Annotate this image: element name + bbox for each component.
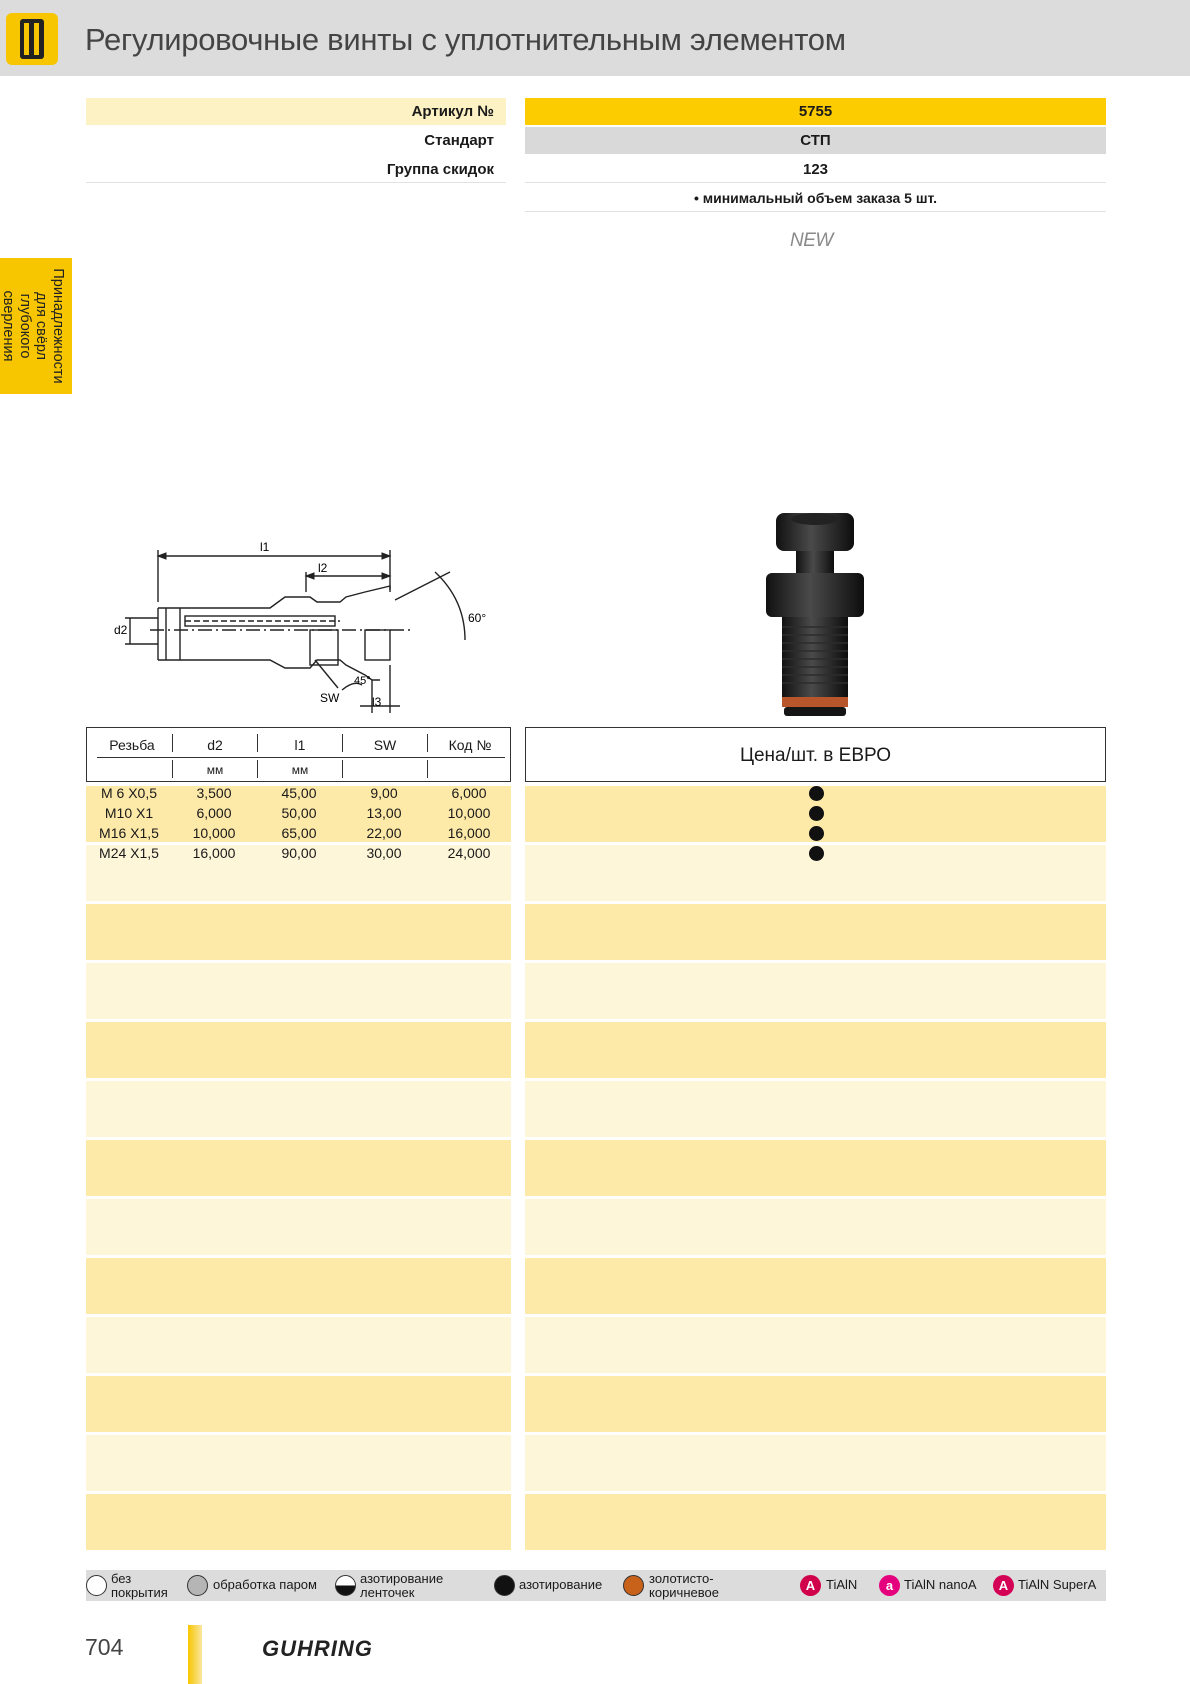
- cell-sw: 13,00: [366, 805, 402, 821]
- cell-sw: 22,00: [366, 825, 402, 841]
- nano-icon: a: [879, 1575, 900, 1596]
- table-band: [86, 1140, 511, 1196]
- table-header: [86, 727, 511, 782]
- label-45: 45°: [354, 675, 371, 687]
- table-row: [86, 843, 511, 863]
- discount-label: Группа скидок: [86, 156, 506, 183]
- cell-d2: 10,000: [192, 825, 236, 841]
- price-band: [525, 1376, 1106, 1432]
- article-label: Артикул №: [86, 98, 506, 125]
- label-sw: SW: [320, 691, 340, 705]
- cell-l1: 90,00: [281, 845, 317, 861]
- price-band: [525, 1258, 1106, 1314]
- price-band: [525, 1435, 1106, 1491]
- coating-legend: [86, 1570, 1106, 1601]
- cell-thread: M24 X1,5: [99, 845, 159, 861]
- cell-d2: 16,000: [192, 845, 236, 861]
- page-title: Регулировочные винты с уплотнительным элементом: [85, 22, 846, 57]
- cell-l1: 65,00: [281, 825, 317, 841]
- standard-label: Стандарт: [424, 132, 494, 149]
- cell-d2: 3,500: [196, 785, 232, 801]
- price-band: [525, 1140, 1106, 1196]
- price-title: Цена/шт. в ЕВРО: [739, 745, 892, 766]
- price-band: [525, 1081, 1106, 1137]
- col-code: Код №: [448, 737, 492, 753]
- tialn-icon: A: [800, 1575, 821, 1596]
- cell-code: 6,000: [451, 785, 487, 801]
- label-d2: d2: [114, 623, 128, 637]
- table-band: [86, 963, 511, 1019]
- price-band: [525, 963, 1106, 1019]
- order-note: • минимальный объем заказа 5 шт.: [525, 185, 1106, 212]
- super-icon: A: [993, 1575, 1014, 1596]
- cell-code: 16,000: [447, 825, 491, 841]
- technical-drawing: [110, 530, 510, 720]
- header-rule: [97, 757, 505, 758]
- table-band: [86, 904, 511, 960]
- legend-nitrided: азотирование: [519, 1577, 603, 1592]
- uncoated-icon: [86, 1575, 107, 1596]
- label-l3: l3: [372, 695, 382, 709]
- cell-code: 24,000: [447, 845, 491, 861]
- price-band: [525, 1022, 1106, 1078]
- table-band: [86, 1022, 511, 1078]
- col-d2: d2: [207, 737, 223, 753]
- nitrided-ribbon-icon: [335, 1575, 356, 1596]
- steam-icon: [187, 1575, 208, 1596]
- price-band: [525, 1199, 1106, 1255]
- price-band: [525, 904, 1106, 960]
- cell-thread: M10 X1: [104, 805, 154, 821]
- label-60: 60°: [468, 611, 487, 625]
- col-separator: [342, 760, 343, 778]
- cell-sw: 30,00: [366, 845, 402, 861]
- brand-logo: GUHRING: [262, 1636, 373, 1661]
- col-l1: l1: [294, 737, 306, 753]
- table-band: [86, 1199, 511, 1255]
- standard-value: СТП: [525, 127, 1106, 154]
- col-thread: Резьба: [109, 737, 155, 753]
- price-band: [525, 1317, 1106, 1373]
- table-band: [86, 1081, 511, 1137]
- section-tab[interactable]: [0, 258, 72, 394]
- legend-super: TiAlN SuperA: [1018, 1577, 1097, 1592]
- availability-dot: [809, 826, 824, 841]
- cell-thread: M 6 X0,5: [100, 785, 158, 801]
- legend-nitrided-ribbon: азотирование ленточек: [360, 1571, 444, 1600]
- cell-sw: 9,00: [370, 785, 398, 801]
- label-l1: l1: [260, 540, 270, 554]
- unit-l1: мм: [291, 763, 309, 777]
- table-band: [86, 1435, 511, 1491]
- availability-dot: [809, 786, 824, 801]
- cell-code: 10,000: [447, 805, 491, 821]
- article-value: 5755: [525, 98, 1106, 125]
- col-sw: SW: [373, 737, 397, 753]
- table-band: [86, 1258, 511, 1314]
- table-row: [86, 783, 511, 803]
- table-row: [86, 823, 511, 843]
- label-l2: l2: [318, 561, 328, 575]
- nitrided-icon: [494, 1575, 515, 1596]
- table-band: [86, 1494, 511, 1550]
- footer-bar: [188, 1625, 202, 1684]
- table-band: [86, 1317, 511, 1373]
- price-band: [525, 1494, 1106, 1550]
- cell-l1: 50,00: [281, 805, 317, 821]
- legend-uncoated: без покрытия: [111, 1571, 168, 1600]
- legend-gold: золотисто- коричневое: [649, 1571, 719, 1600]
- new-badge: NEW: [790, 230, 833, 251]
- price-header: [525, 727, 1106, 782]
- page-number: 704: [85, 1634, 124, 1660]
- availability-dot: [809, 806, 824, 821]
- legend-tialn: TiAlN: [826, 1577, 858, 1592]
- table-row: [86, 803, 511, 823]
- section-tab-label: Принадлежности для свёрл глубокого сверления: [0, 268, 66, 384]
- page-header: [0, 0, 1190, 76]
- cell-l1: 45,00: [281, 785, 317, 801]
- legend-nano: TiAlN nanoA: [904, 1577, 977, 1592]
- legend-steam: обработка паром: [213, 1577, 317, 1592]
- drill-category-icon: [6, 13, 58, 65]
- table-band: [86, 1376, 511, 1432]
- availability-dot: [809, 846, 824, 861]
- product-photo: [760, 505, 870, 720]
- unit-d2: мм: [206, 763, 224, 777]
- gold-icon: [623, 1575, 644, 1596]
- cell-d2: 6,000: [196, 805, 232, 821]
- cell-thread: M16 X1,5: [99, 825, 159, 841]
- discount-value: 123: [525, 156, 1106, 183]
- col-separator: [427, 760, 428, 778]
